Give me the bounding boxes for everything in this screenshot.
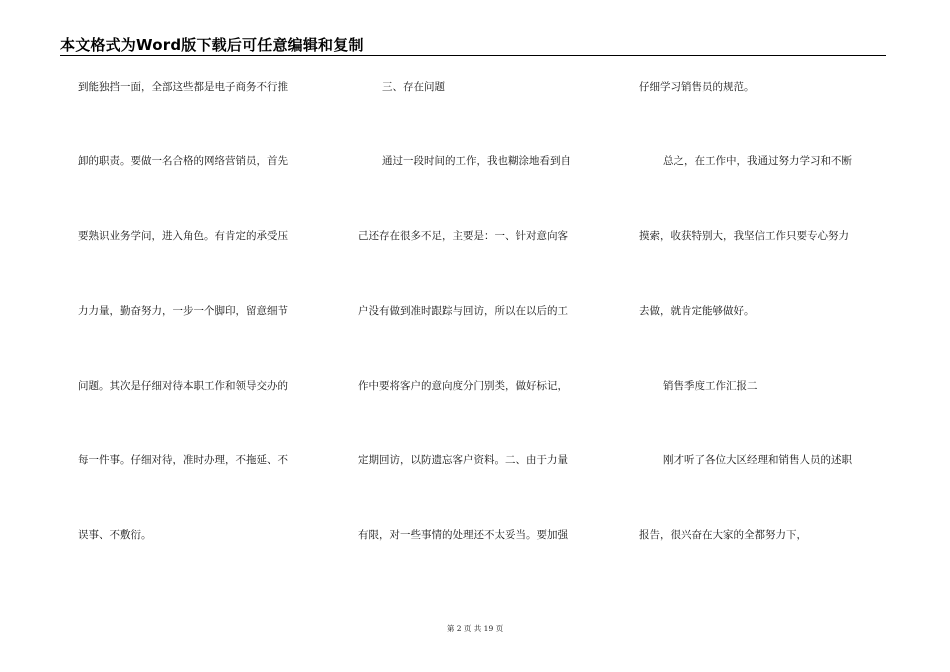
text-column-1 bbox=[78, 0, 338, 672]
text-line: 每一件事。仔细对待，准时办理，不拖延、不 bbox=[78, 454, 288, 466]
section-heading: 三、存在问题 bbox=[382, 81, 445, 93]
section-heading: 销售季度工作汇报二 bbox=[663, 380, 758, 392]
text-line: 户没有做到准时跟踪与回访，所以在以后的工 bbox=[358, 305, 568, 317]
text-line: 有限，对一些事情的处理还不太妥当。要加强 bbox=[358, 529, 568, 541]
text-line: 误事、不敷衍。 bbox=[78, 529, 152, 541]
text-line: 问题。其次是仔细对待本职工作和领导交办的 bbox=[78, 380, 288, 392]
page-number-footer: 第 2 页 共 19 页 bbox=[446, 624, 504, 633]
text-line: 卸的职责。要做一名合格的网络营销员，首先 bbox=[78, 155, 288, 167]
text-line: 定期回访，以防遗忘客户资料。二、由于力量 bbox=[358, 454, 568, 466]
text-line: 到能独挡一面，全部这些都是电子商务不行推 bbox=[78, 81, 288, 93]
text-line: 刚才听了各位大区经理和销售人员的述职 bbox=[663, 454, 852, 466]
text-line: 要熟识业务学问，进入角色。有肯定的承受压 bbox=[78, 230, 288, 242]
text-line: 作中要将客户的意向度分门别类，做好标记， bbox=[358, 380, 568, 392]
text-line: 去做，就肯定能够做好。 bbox=[639, 305, 755, 317]
text-column-3 bbox=[639, 0, 899, 672]
text-line: 报告，很兴奋在大家的全都努力下， bbox=[639, 529, 807, 541]
text-column-2 bbox=[358, 0, 618, 672]
text-line: 仔细学习销售员的规范。 bbox=[639, 81, 755, 93]
text-line: 己还存在很多不足，主要是：一、针对意向客 bbox=[358, 230, 568, 242]
text-line: 总之，在工作中，我通过努力学习和不断 bbox=[663, 155, 852, 167]
page-header-title: 本文格式为Word版下载后可任意编辑和复制 bbox=[60, 36, 364, 54]
text-line: 摸索，收获特别大，我坚信工作只要专心努力 bbox=[639, 230, 849, 242]
text-line: 通过一段时间的工作，我也糊涂地看到自 bbox=[382, 155, 571, 167]
text-line: 力力量，勤奋努力，一步一个脚印，留意细节 bbox=[78, 305, 288, 317]
